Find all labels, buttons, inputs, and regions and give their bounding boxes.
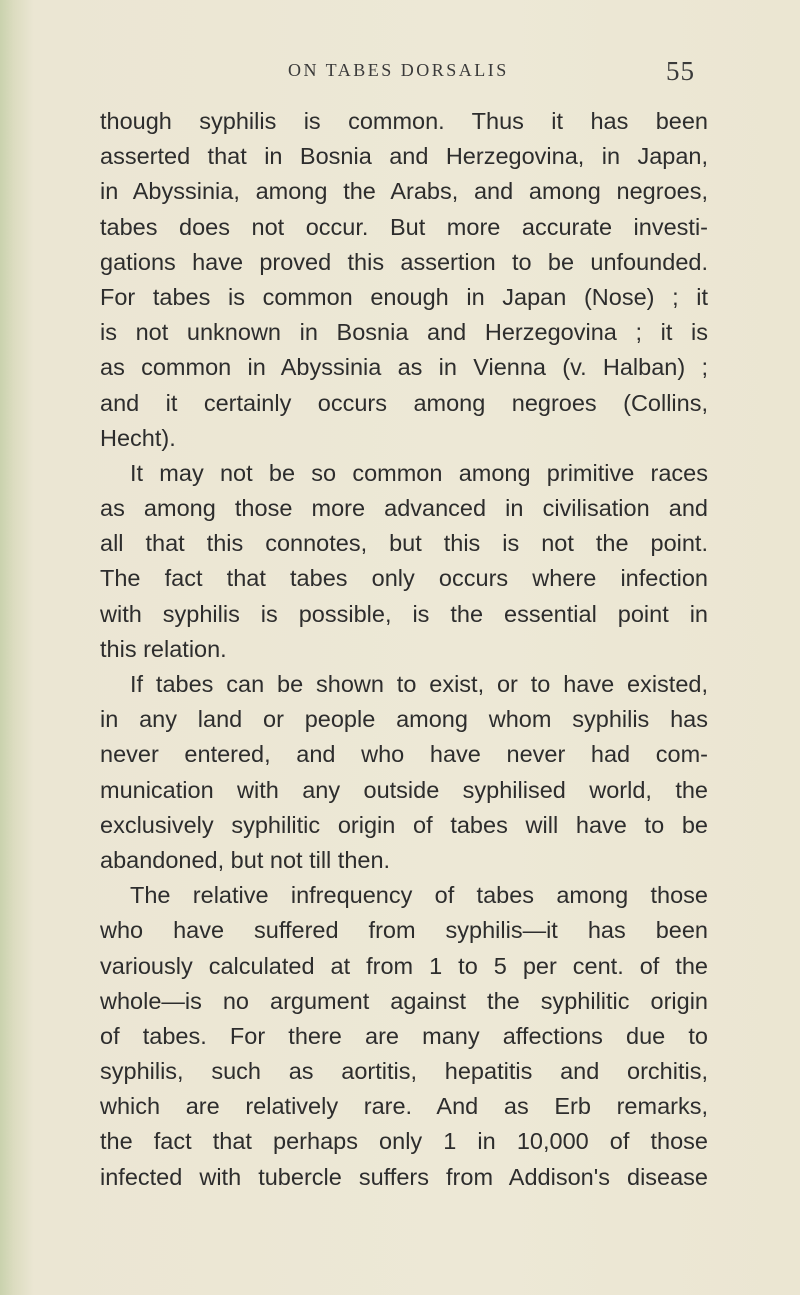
body-text (100, 104, 708, 1195)
running-title: ON TABES DORSALIS (288, 60, 509, 80)
text-line: It may not be so common among primitive races (130, 459, 708, 486)
text-line: gations have proved this assertion to be unfounded. (100, 248, 708, 275)
text-line: tabes does not occur. But more accurate investi- (100, 213, 708, 240)
text-line: exclusively syphilitic origin of tabes will have to be (100, 811, 708, 838)
text-line: the fact that perhaps only 1 in 10,000 of those (100, 1128, 708, 1155)
text-line: of tabes. For there are many affections due to (100, 1022, 708, 1049)
text-line: munication with any outside syphilised world, the (100, 776, 708, 803)
text-line: as common in Abyssinia as in Vienna (v. Halban) ; (100, 354, 708, 381)
text-line: all that this connotes, but this is not the point. (100, 530, 708, 557)
page-header (0, 56, 800, 96)
text-line: and it certainly occurs among negroes (Collins, (100, 389, 708, 416)
text-line: The fact that tabes only occurs where infection (100, 565, 708, 592)
text-line: as among those more advanced in civilisation and (100, 495, 708, 522)
text-line: though syphilis is common. Thus it has been (100, 108, 708, 134)
text-line: For tabes is common enough in Japan (Nose) ; it (100, 283, 708, 310)
text-line: If tabes can be shown to exist, or to have existed, (130, 671, 708, 697)
text-line: in any land or people among whom syphilis has (100, 706, 708, 733)
text-line: Hecht). (100, 424, 176, 451)
text-line: in Abyssinia, among the Arabs, and among negroes, (100, 178, 708, 205)
text-line: never entered, and who have never had com- (100, 741, 708, 768)
text-line: abandoned, but not till then. (100, 846, 391, 873)
text-line: who have suffered from syphilis—it has been (100, 917, 708, 944)
text-line: which are relatively rare. And as Erb remarks, (100, 1093, 708, 1120)
text-line: syphilis, such as aortitis, hepatitis and orchitis, (100, 1058, 708, 1085)
text-line: this relation. (100, 635, 227, 662)
text-line: The relative infrequency of tabes among those (130, 882, 708, 909)
text-line: with syphilis is possible, is the essential point in (100, 600, 708, 627)
text-line: infected with tubercle suffers from Addison's disease (100, 1163, 708, 1190)
text-line: variously calculated at from 1 to 5 per cent. of the (100, 952, 708, 979)
text-line: whole—is no argument against the syphilitic origin (100, 987, 708, 1014)
page-number: 55 (666, 56, 695, 86)
text-line: asserted that in Bosnia and Herzegovina, in Japan, (100, 143, 708, 170)
text-line: is not unknown in Bosnia and Herzegovina ; it is (100, 319, 708, 346)
